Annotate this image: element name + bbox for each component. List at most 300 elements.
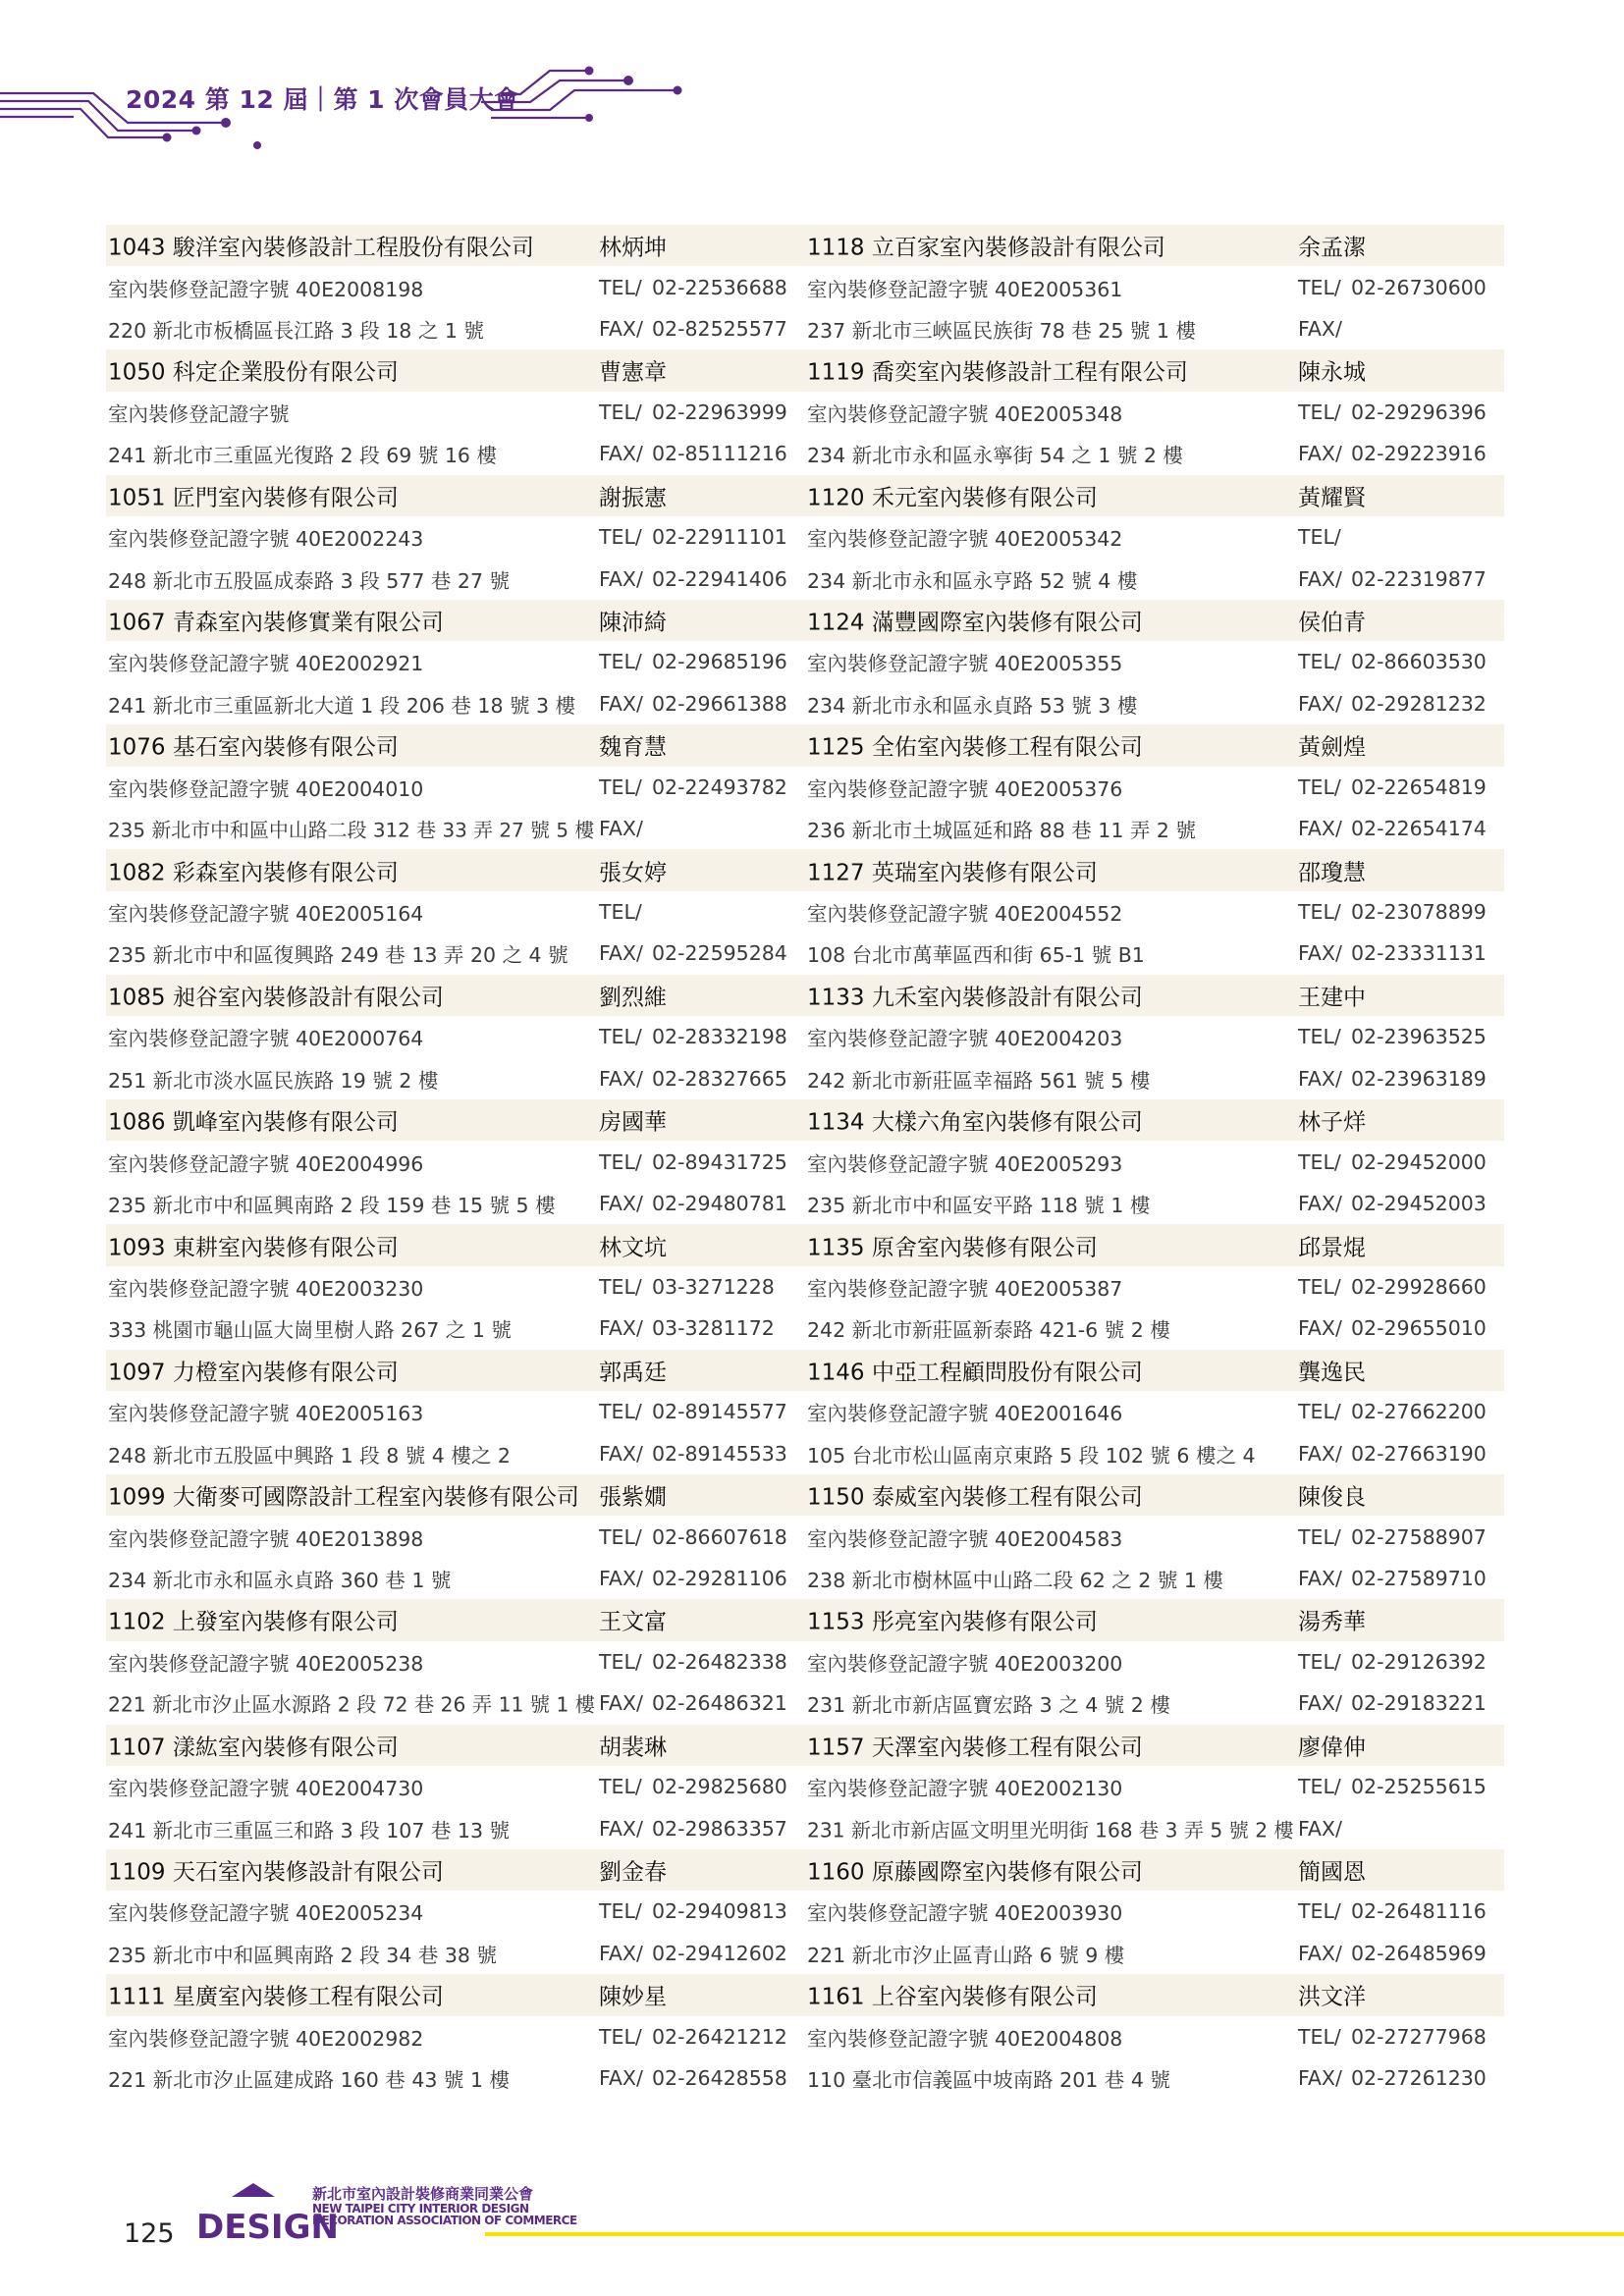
tel-number: 02-29296396: [1351, 400, 1487, 424]
member-header-row: [805, 975, 1504, 1016]
address: 241 新北市三重區光復路 2 段 69 號 16 樓: [108, 444, 497, 468]
member-entry: [106, 1725, 805, 1849]
tel-number: 02-26421212: [652, 2024, 787, 2049]
member-header-row: [106, 1974, 805, 2015]
tel-number: 02-28332198: [652, 1025, 787, 1049]
member-header-row: [805, 1474, 1504, 1516]
fax-number: 02-29863357: [652, 1816, 787, 1841]
registration-number: 室內裝修登記證字號 40E2005355: [807, 652, 1123, 676]
tel-number: 02-26481116: [1351, 1899, 1487, 1924]
company-name: 1161 上谷室內裝修有限公司: [807, 1984, 1098, 2010]
member-entry: [805, 849, 1504, 974]
member-address-row: [106, 1682, 805, 1724]
member-registration-row: [106, 641, 805, 682]
tel-number: 02-27662200: [1351, 1400, 1487, 1424]
fax-number: 02-23331131: [1351, 941, 1487, 966]
fax-number: 02-29452003: [1351, 1192, 1487, 1216]
member-registration-row: [805, 1141, 1504, 1182]
member-entry: [805, 600, 1504, 724]
tel-label: TEL/: [1298, 275, 1341, 299]
registration-number: 室內裝修登記證字號 40E2002982: [108, 2026, 424, 2051]
member-header-row: [106, 475, 805, 516]
fax-label: FAX/: [1298, 1691, 1342, 1716]
address: 105 台北市松山區南京東路 5 段 102 號 6 樓之 4: [807, 1443, 1256, 1468]
company-name: 1124 滿豐國際室內裝修有限公司: [807, 610, 1143, 636]
member-entry: [805, 975, 1504, 1099]
contact-person: 林文坑: [599, 1235, 667, 1261]
address: 242 新北市新莊區新泰路 421-6 號 2 樓: [807, 1318, 1170, 1343]
registration-number: 室內裝修登記證字號 40E2005376: [807, 776, 1123, 801]
member-registration-row: [805, 392, 1504, 433]
fax-label: FAX/: [1298, 442, 1342, 466]
member-address-row: [805, 933, 1504, 974]
member-header-row: [106, 1099, 805, 1141]
fax-number: 02-26486321: [652, 1691, 787, 1716]
member-registration-row: [805, 767, 1504, 808]
fax-label: FAX/: [1298, 1941, 1342, 1965]
member-address-row: [805, 1682, 1504, 1724]
company-name: 1109 天石室內裝修設計有限公司: [108, 1859, 444, 1886]
contact-person: 魏育慧: [599, 734, 667, 761]
address: 235 新北市中和區興南路 2 段 34 巷 38 號: [108, 1943, 497, 1967]
member-address-row: [106, 1432, 805, 1473]
registration-number: 室內裝修登記證字號 40E2005234: [108, 1901, 424, 1926]
contact-person: 王建中: [1298, 985, 1366, 1011]
address: 234 新北市永和區永寧街 54 之 1 號 2 樓: [807, 444, 1183, 468]
member-entry: [805, 1350, 1504, 1474]
address: 236 新北市土城區延和路 88 巷 11 弄 2 號: [807, 819, 1196, 843]
fax-label: FAX/: [599, 442, 643, 466]
member-registration-row: [106, 1016, 805, 1057]
member-header-row: [805, 1725, 1504, 1766]
tel-label: TEL/: [599, 900, 642, 925]
tel-number: 02-86607618: [652, 1524, 787, 1549]
tel-number: 02-29685196: [652, 650, 787, 674]
member-registration-row: [805, 1641, 1504, 1682]
member-entry: [805, 225, 1504, 349]
fax-label: FAX/: [1298, 1066, 1342, 1091]
company-name: 1153 彤亮室內裝修有限公司: [807, 1609, 1098, 1635]
contact-person: 簡國恩: [1298, 1859, 1366, 1886]
fax-number: 02-22319877: [1351, 566, 1487, 591]
fax-label: FAX/: [1298, 316, 1342, 341]
member-header-row: [805, 1224, 1504, 1265]
member-registration-row: [106, 266, 805, 307]
fax-label: FAX/: [1298, 1816, 1342, 1841]
contact-person: 邱景焜: [1298, 1235, 1366, 1261]
tel-label: TEL/: [599, 1899, 642, 1924]
member-entry: [805, 1099, 1504, 1224]
tel-label: TEL/: [1298, 1149, 1341, 1174]
address: 235 新北市中和區安平路 118 號 1 樓: [807, 1194, 1151, 1218]
member-header-row: [106, 975, 805, 1016]
tel-label: TEL/: [1298, 1524, 1341, 1549]
member-address-row: [805, 1183, 1504, 1224]
registration-number: 室內裝修登記證字號: [108, 401, 290, 426]
contact-person: 曹憲章: [599, 359, 667, 386]
fax-label: FAX/: [1298, 1566, 1342, 1590]
tel-number: 02-86603530: [1351, 650, 1487, 674]
tel-number: 02-89431725: [652, 1149, 787, 1174]
member-registration-row: [106, 1391, 805, 1432]
member-header-row: [106, 600, 805, 641]
member-address-row: [106, 1308, 805, 1349]
member-address-row: [805, 558, 1504, 599]
member-registration-row: [805, 516, 1504, 558]
member-registration-row: [805, 641, 1504, 682]
member-registration-row: [106, 392, 805, 433]
tel-number: 02-26482338: [652, 1649, 787, 1674]
association-name-en-2: DECORATION ASSOCIATION OF COMMERCE: [312, 2214, 577, 2228]
fax-label: FAX/: [599, 316, 643, 341]
page-header: [0, 0, 1624, 157]
member-registration-row: [106, 767, 805, 808]
company-name: 1160 原藤國際室內裝修有限公司: [807, 1859, 1143, 1886]
fax-label: FAX/: [1298, 817, 1342, 841]
fax-label: FAX/: [599, 941, 643, 966]
company-name: 1097 力橙室內裝修有限公司: [108, 1360, 399, 1386]
address: 241 新北市三重區新北大道 1 段 206 巷 18 號 3 樓: [108, 693, 576, 718]
member-entry: [106, 1849, 805, 1974]
fax-number: 02-22941406: [652, 566, 787, 591]
registration-number: 室內裝修登記證字號 40E2002921: [108, 652, 424, 676]
company-name: 1082 彩森室內裝修有限公司: [108, 860, 399, 886]
company-name: 1118 立百家室內裝修設計有限公司: [807, 235, 1165, 261]
member-header-row: [805, 475, 1504, 516]
company-name: 1076 基石室內裝修有限公司: [108, 734, 399, 761]
tel-number: 02-26730600: [1351, 275, 1487, 299]
fax-label: FAX/: [1298, 566, 1342, 591]
address: 221 新北市汐止區水源路 2 段 72 巷 26 弄 11 號 1 樓: [108, 1692, 596, 1717]
member-entry: [106, 975, 805, 1099]
tel-label: TEL/: [599, 1524, 642, 1549]
member-header-row: [106, 1849, 805, 1891]
company-name: 1043 駿洋室內裝修設計工程股份有限公司: [108, 235, 534, 261]
member-entry: [805, 349, 1504, 474]
contact-person: 房國華: [599, 1109, 667, 1136]
address: 221 新北市汐止區建成路 160 巷 43 號 1 樓: [108, 2068, 510, 2093]
member-registration-row: [805, 1391, 1504, 1432]
association-name-cn: 新北市室內設計裝修商業同業公會: [312, 2185, 534, 2203]
member-entry: [106, 724, 805, 849]
member-header-row: [805, 225, 1504, 266]
fax-number: 02-27589710: [1351, 1566, 1487, 1590]
member-registration-row: [106, 1266, 805, 1308]
tel-label: TEL/: [599, 1649, 642, 1674]
member-address-row: [805, 1558, 1504, 1599]
member-address-row: [805, 1432, 1504, 1473]
fax-label: FAX/: [599, 1566, 643, 1590]
tel-label: TEL/: [599, 1025, 642, 1049]
address: 231 新北市新店區寶宏路 3 之 4 號 2 樓: [807, 1693, 1170, 1718]
member-entry: [106, 1224, 805, 1349]
registration-number: 室內裝修登記證字號 40E2005342: [807, 527, 1123, 552]
member-address-row: [106, 933, 805, 974]
tel-label: TEL/: [599, 400, 642, 424]
association-logo: [196, 2181, 339, 2247]
contact-person: 張紫嫺: [599, 1484, 667, 1511]
address: 231 新北市新店區文明里光明街 168 巷 3 弄 5 號 2 樓: [807, 1818, 1294, 1842]
company-name: 1111 星廣室內裝修工程有限公司: [108, 1984, 444, 2010]
member-entry: [106, 1599, 805, 1724]
fax-number: 02-27261230: [1351, 2066, 1487, 2091]
tel-label: TEL/: [599, 2024, 642, 2049]
company-name: 1150 泰威室內裝修工程有限公司: [807, 1484, 1143, 1511]
fax-number: 02-29661388: [652, 691, 787, 716]
member-header-row: [106, 349, 805, 391]
address: 234 新北市永和區永貞路 53 號 3 樓: [807, 693, 1138, 718]
member-list-left-column: [106, 225, 805, 2099]
address: 221 新北市汐止區青山路 6 號 9 樓: [807, 1943, 1125, 1967]
tel-label: TEL/: [1298, 400, 1341, 424]
company-name: 1067 青森室內裝修實業有限公司: [108, 610, 444, 636]
tel-number: 02-29126392: [1351, 1649, 1487, 1674]
member-entry: [106, 1974, 805, 2099]
member-address-row: [106, 683, 805, 724]
registration-number: 室內裝修登記證字號 40E2003930: [807, 1901, 1123, 1926]
contact-person: 林子烊: [1298, 1109, 1366, 1136]
member-header-row: [805, 1599, 1504, 1640]
contact-person: 余孟潔: [1298, 235, 1366, 261]
registration-number: 室內裝修登記證字號 40E2004010: [108, 776, 424, 801]
address: 238 新北市樹林區中山路二段 62 之 2 號 1 樓: [807, 1568, 1223, 1592]
member-header-row: [106, 1350, 805, 1391]
member-registration-row: [805, 1516, 1504, 1557]
tel-number: 02-29825680: [652, 1775, 787, 1799]
fax-number: 02-22654174: [1351, 817, 1487, 841]
tel-number: 03-3271228: [652, 1274, 775, 1299]
tel-label: TEL/: [599, 650, 642, 674]
fax-number: 02-29655010: [1351, 1316, 1487, 1341]
address: 235 新北市中和區復興路 249 巷 13 弄 20 之 4 號: [108, 943, 568, 968]
tel-label: TEL/: [1298, 1649, 1341, 1674]
registration-number: 室內裝修登記證字號 40E2005348: [807, 401, 1123, 426]
member-header-row: [106, 1474, 805, 1516]
registration-number: 室內裝修登記證字號 40E2004583: [807, 1526, 1123, 1551]
fax-number: 02-29183221: [1351, 1691, 1487, 1716]
member-entry: [805, 475, 1504, 600]
tel-number: 02-89145577: [652, 1400, 787, 1424]
tel-label: TEL/: [1298, 1775, 1341, 1799]
fax-number: 02-82525577: [652, 316, 787, 341]
registration-number: 室內裝修登記證字號 40E2003230: [108, 1276, 424, 1301]
fax-label: FAX/: [1298, 941, 1342, 966]
member-registration-row: [805, 1891, 1504, 1932]
fax-label: FAX/: [599, 817, 643, 841]
member-registration-row: [106, 2016, 805, 2057]
registration-number: 室內裝修登記證字號 40E2001646: [807, 1402, 1123, 1426]
address: 110 臺北市信義區中坡南路 201 巷 4 號: [807, 2068, 1170, 2093]
tel-label: TEL/: [1298, 1899, 1341, 1924]
contact-person: 陳永城: [1298, 359, 1366, 386]
company-name: 1102 上發室內裝修有限公司: [108, 1609, 399, 1635]
tel-label: TEL/: [599, 774, 642, 799]
contact-person: 林炳坤: [599, 235, 667, 261]
company-name: 1135 原舍室內裝修有限公司: [807, 1235, 1098, 1261]
member-address-row: [106, 433, 805, 474]
contact-person: 謝振憲: [599, 485, 667, 511]
fax-number: 02-29281232: [1351, 691, 1487, 716]
address: 237 新北市三峽區民族街 78 巷 25 號 1 樓: [807, 318, 1196, 343]
member-header-row: [805, 600, 1504, 641]
fax-number: 02-85111216: [652, 442, 787, 466]
member-address-row: [805, 308, 1504, 349]
address: 251 新北市淡水區民族路 19 號 2 樓: [108, 1068, 439, 1093]
fax-number: 02-29480781: [652, 1192, 787, 1216]
company-name: 1127 英瑞室內裝修有限公司: [807, 860, 1098, 886]
member-registration-row: [106, 891, 805, 933]
member-header-row: [106, 1725, 805, 1766]
member-address-row: [106, 1058, 805, 1099]
company-name: 1120 禾元室內裝修有限公司: [807, 485, 1098, 511]
fax-number: 02-26485969: [1351, 1941, 1487, 1965]
member-address-row: [106, 1558, 805, 1599]
address: 234 新北市永和區永亨路 52 號 4 樓: [807, 568, 1138, 593]
contact-person: 陳俊良: [1298, 1484, 1366, 1511]
fax-number: 02-89145533: [652, 1441, 787, 1466]
registration-number: 室內裝修登記證字號 40E2005293: [807, 1151, 1123, 1176]
association-name: [312, 2187, 577, 2227]
member-list-right-column: [805, 225, 1504, 2099]
member-address-row: [106, 558, 805, 599]
contact-person: 廖偉伸: [1298, 1735, 1366, 1761]
tel-number: 02-29928660: [1351, 1274, 1487, 1299]
fax-number: 02-29281106: [652, 1566, 787, 1590]
fax-number: 02-22595284: [652, 941, 787, 966]
member-entry: [805, 1599, 1504, 1724]
member-address-row: [805, 1807, 1504, 1848]
member-registration-row: [106, 1141, 805, 1182]
company-name: 1134 大樣六角室內裝修有限公司: [807, 1109, 1143, 1136]
member-address-row: [106, 1933, 805, 1974]
tel-number: 02-22963999: [652, 400, 787, 424]
registration-number: 室內裝修登記證字號 40E2000764: [108, 1027, 424, 1051]
fax-number: 02-23963189: [1351, 1066, 1487, 1091]
tel-number: 02-22911101: [652, 525, 787, 550]
member-header-row: [805, 1350, 1504, 1391]
member-address-row: [805, 2057, 1504, 2099]
fax-number: 03-3281172: [652, 1316, 775, 1341]
contact-person: 龔逸民: [1298, 1360, 1366, 1386]
registration-number: 室內裝修登記證字號 40E2004730: [108, 1777, 424, 1801]
member-header-row: [805, 1099, 1504, 1141]
tel-label: TEL/: [599, 1400, 642, 1424]
tel-number: 02-29452000: [1351, 1149, 1487, 1174]
member-address-row: [805, 1058, 1504, 1099]
member-registration-row: [106, 1641, 805, 1682]
member-address-row: [805, 433, 1504, 474]
company-name: 1157 天澤室內裝修工程有限公司: [807, 1735, 1143, 1761]
member-entry: [805, 1974, 1504, 2099]
member-registration-row: [805, 1266, 1504, 1308]
contact-person: 張女婷: [599, 860, 667, 886]
fax-label: FAX/: [1298, 2066, 1342, 2091]
member-header-row: [805, 724, 1504, 766]
member-address-row: [106, 2057, 805, 2099]
tel-label: TEL/: [599, 525, 642, 550]
contact-person: 邵瓊慧: [1298, 860, 1366, 886]
address: 235 新北市中和區中山路二段 312 巷 33 弄 27 號 5 樓: [108, 819, 595, 842]
company-name: 1085 昶谷室內裝修設計有限公司: [108, 985, 444, 1011]
member-header-row: [805, 1849, 1504, 1891]
member-entry: [106, 349, 805, 474]
fax-number: 02-29223916: [1351, 442, 1487, 466]
registration-number: 室內裝修登記證字號 40E2005387: [807, 1276, 1123, 1301]
page-number: 125: [124, 2218, 175, 2249]
tel-number: 02-27588907: [1351, 1524, 1487, 1549]
fax-number: 02-27663190: [1351, 1441, 1487, 1466]
company-name: 1119 喬奕室內裝修設計工程有限公司: [807, 359, 1188, 386]
member-header-row: [106, 849, 805, 890]
company-name: 1051 匠門室內裝修有限公司: [108, 485, 399, 511]
tel-label: TEL/: [1298, 900, 1341, 925]
company-name: 1093 東耕室內裝修有限公司: [108, 1235, 399, 1261]
fax-label: FAX/: [599, 1441, 643, 1466]
member-address-row: [106, 1183, 805, 1224]
member-entry: [805, 1474, 1504, 1599]
contact-person: 陳沛綺: [599, 610, 667, 636]
fax-label: FAX/: [599, 1941, 643, 1965]
member-entry: [106, 225, 805, 349]
member-address-row: [106, 808, 805, 849]
page-footer: [0, 2160, 1624, 2296]
member-registration-row: [805, 2016, 1504, 2057]
contact-person: 胡裴琳: [599, 1735, 667, 1761]
company-name: 1125 全佑室內裝修工程有限公司: [807, 734, 1143, 761]
tel-number: 02-27277968: [1351, 2024, 1487, 2049]
member-registration-row: [106, 1766, 805, 1807]
footer-yellow-line: [485, 2232, 1624, 2236]
fax-number: 02-28327665: [652, 1066, 787, 1091]
member-header-row: [805, 849, 1504, 890]
tel-label: TEL/: [599, 1274, 642, 1299]
address: 333 桃園市龜山區大崗里樹人路 267 之 1 號: [108, 1318, 512, 1343]
tel-number: 02-22654819: [1351, 774, 1487, 799]
company-name: 1099 大衛麥可國際設計工程室內裝修有限公司: [108, 1484, 579, 1511]
fax-number: 02-29412602: [652, 1941, 787, 1965]
member-address-row: [106, 308, 805, 349]
member-entry: [106, 1350, 805, 1474]
member-header-row: [106, 1599, 805, 1640]
registration-number: 室內裝修登記證字號 40E2005238: [108, 1651, 424, 1676]
tel-label: TEL/: [1298, 1025, 1341, 1049]
fax-label: FAX/: [599, 2066, 643, 2091]
tel-number: 02-23078899: [1351, 900, 1487, 925]
fax-number: 02-26428558: [652, 2066, 787, 2091]
registration-number: 室內裝修登記證字號 40E2002130: [807, 1777, 1123, 1801]
registration-number: 室內裝修登記證字號 40E2005361: [807, 277, 1123, 301]
member-address-row: [805, 808, 1504, 849]
member-header-row: [805, 1974, 1504, 2015]
tel-number: 02-25255615: [1351, 1775, 1487, 1799]
tel-number: 02-22536688: [652, 275, 787, 299]
member-entry: [106, 1474, 805, 1599]
address: 242 新北市新莊區幸福路 561 號 5 樓: [807, 1068, 1151, 1093]
member-address-row: [805, 1308, 1504, 1349]
member-registration-row: [805, 1016, 1504, 1057]
tel-label: TEL/: [1298, 650, 1341, 674]
registration-number: 室內裝修登記證字號 40E2013898: [108, 1526, 424, 1551]
tel-label: TEL/: [1298, 774, 1341, 799]
tel-label: TEL/: [1298, 525, 1341, 550]
member-entry: [106, 849, 805, 974]
tel-label: TEL/: [1298, 2024, 1341, 2049]
company-name: 1107 漾紘室內裝修有限公司: [108, 1735, 399, 1761]
contact-person: 陳妙星: [599, 1984, 667, 2010]
registration-number: 室內裝修登記證字號 40E2005163: [108, 1402, 424, 1426]
member-registration-row: [106, 1516, 805, 1557]
address: 241 新北市三重區三和路 3 段 107 巷 13 號: [108, 1818, 510, 1842]
